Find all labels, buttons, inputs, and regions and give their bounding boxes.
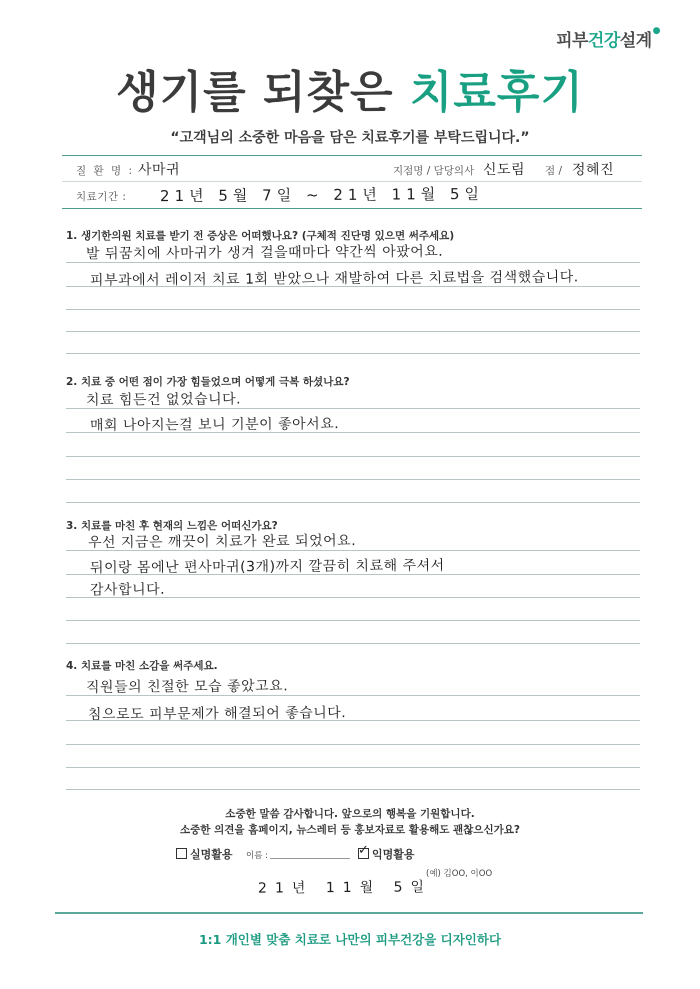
question-1: 1. 생기한의원 치료를 받기 전 증상은 어떠했나요? (구체적 진단명 있으면 써주세요) — [66, 230, 455, 242]
disease-label: 질 환 명 : — [76, 165, 134, 177]
closing-line-2: 소중한 의견을 홈페이지, 뉴스레터 등 홍보자료로 활용해도 괜찮으신가요? — [180, 824, 520, 836]
disease-value: 사마귀 — [137, 161, 181, 179]
question-4: 4. 치료를 마친 소감을 써주세요. — [66, 660, 218, 672]
branch-label: 지점명 / 담당의사 — [393, 165, 475, 177]
answer-1-line-2: 피부과에서 레이저 치료 1회 받았으나 재발하여 다른 치료법을 검색했습니다. — [89, 269, 579, 289]
title-part2: 치료후기 — [409, 67, 584, 118]
answer-rule — [66, 597, 640, 598]
answer-rule — [66, 695, 640, 696]
info-top-line — [62, 155, 642, 156]
footer-line — [55, 912, 643, 914]
checkbox-icon[interactable] — [176, 848, 187, 859]
question-2: 2. 치료 중 어떤 점이 가장 힘들었으며 어떻게 극복 하셨나요? — [66, 376, 350, 388]
page-subtitle: “고객님의 소중한 마음을 담은 치료후기를 부탁드립니다.” — [170, 130, 530, 146]
answer-3-line-2: 뒤이랑 몸에난 편사마귀(3개)까지 깔끔히 치료해 주셔서 — [89, 557, 445, 577]
answer-3-line-3: 감사합니다. — [89, 581, 166, 599]
info-mid-line — [62, 181, 642, 182]
check-mark-icon: ✓ — [358, 843, 369, 858]
answer-rule — [66, 574, 640, 575]
patient-value: 정혜진 — [571, 161, 615, 179]
option-named-label: 실명활용 — [190, 848, 233, 861]
answer-4-line-1: 직원들의 친절한 모습 좋았고요. — [85, 678, 289, 696]
answer-rule — [66, 744, 640, 745]
option-named[interactable] — [176, 846, 233, 862]
answer-rule — [66, 789, 640, 790]
brand-highlight: 건강 — [587, 31, 620, 51]
option-anonymous[interactable] — [358, 843, 415, 862]
brand-logo — [556, 26, 660, 51]
checkbox-icon[interactable] — [358, 843, 369, 859]
answer-2-line-1: 치료 힘든건 없었습니다. — [85, 391, 242, 409]
answer-4-line-2: 침으로도 피부문제가 해결되어 좋습니다. — [87, 705, 347, 723]
brand-dot-icon: ● — [652, 26, 660, 36]
answer-rule — [66, 262, 640, 263]
anonymous-note: (예) 김OO, 이OO — [426, 869, 493, 879]
answer-rule — [66, 720, 640, 721]
answer-rule — [66, 620, 640, 621]
answer-rule — [66, 353, 640, 354]
answer-3-line-1: 우선 지금은 깨끗이 치료가 완료 되었어요. — [87, 533, 357, 551]
answer-rule — [66, 502, 640, 503]
name-field[interactable] — [270, 858, 350, 859]
period-label: 치료기간 : — [76, 191, 127, 203]
signed-date: 21년 11월 5일 — [257, 879, 433, 897]
info-bottom-line — [62, 208, 642, 209]
title-part1: 생기를 되찾은 — [116, 67, 394, 118]
option-anonymous-label: 익명활용 — [372, 848, 415, 861]
name-label: 이름 : — [246, 851, 268, 861]
answer-rule — [66, 432, 640, 433]
brand-prefix: 피부 — [556, 31, 588, 51]
answer-rule — [66, 331, 640, 332]
closing-line-1: 소중한 말씀 감사합니다. 앞으로의 행복을 기원합니다. — [225, 808, 475, 820]
answer-rule — [66, 286, 640, 287]
brand-suffix: 설계 — [619, 31, 652, 51]
answer-rule — [66, 643, 640, 644]
answer-rule — [66, 309, 640, 310]
footer-slogan: 1:1 개인별 맞춤 치료로 나만의 피부건강을 디자인하다 — [198, 932, 502, 947]
period-value: 21년 5월 7일 ~ 21년 11월 5일 — [159, 184, 485, 206]
page-title — [0, 56, 700, 120]
answer-2-line-2: 매회 나아지는걸 보니 기분이 좋아서요. — [89, 416, 340, 434]
answer-rule — [66, 456, 640, 457]
answer-rule — [66, 767, 640, 768]
answer-rule — [66, 408, 640, 409]
patient-label: 점 / — [545, 165, 563, 177]
answer-1-line-1: 발 뒤꿈치에 사마귀가 생겨 걸을때마다 약간씩 아팠어요. — [85, 243, 444, 263]
doctor-value: 신도림 — [482, 161, 526, 179]
question-3: 3. 치료를 마친 후 현재의 느낌은 어떠신가요? — [66, 520, 278, 532]
answer-rule — [66, 550, 640, 551]
answer-rule — [66, 479, 640, 480]
